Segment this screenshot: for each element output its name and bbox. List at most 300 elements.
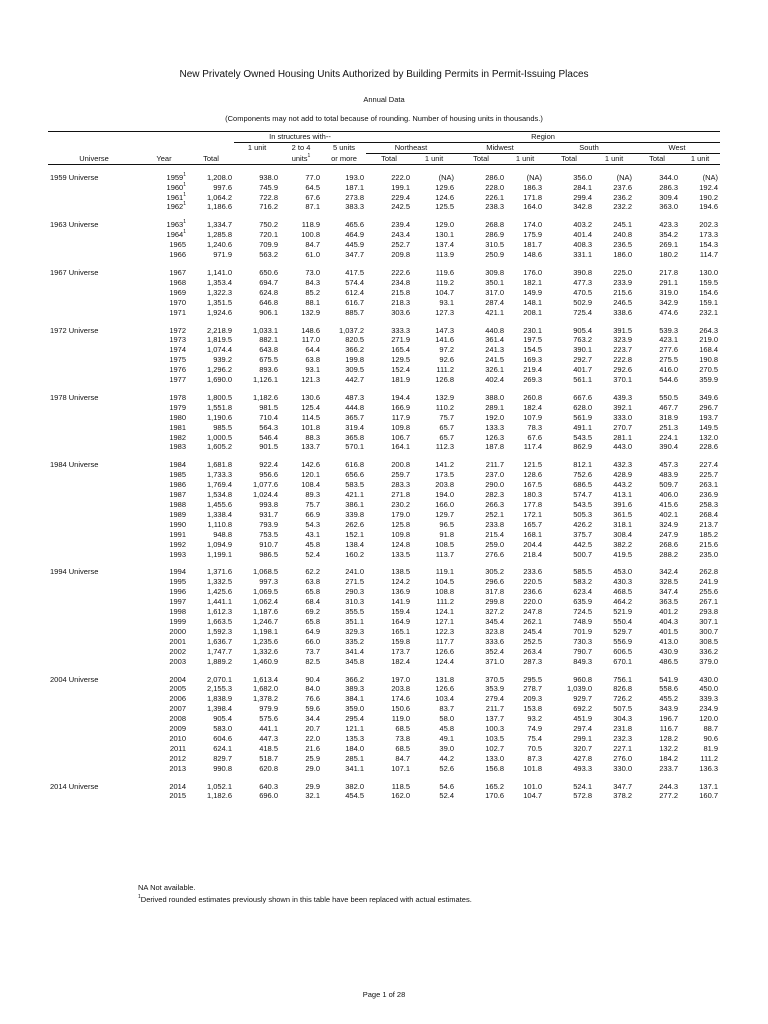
value-cell: 279.4 bbox=[485, 694, 505, 704]
table-row bbox=[48, 500, 720, 510]
table-row bbox=[48, 617, 720, 627]
value-cell: 266.3 bbox=[485, 500, 505, 509]
value-cell: 282.3 bbox=[485, 490, 505, 500]
value-cell: 309.8 bbox=[485, 267, 505, 277]
value-cell: 271.5 bbox=[345, 577, 365, 587]
value-cell: 1,198.1 bbox=[252, 626, 278, 636]
value-cell: 296.7 bbox=[699, 402, 719, 412]
value-cell: 365.8 bbox=[345, 432, 365, 442]
value-cell: 539.3 bbox=[659, 325, 679, 335]
value-cell: 445.9 bbox=[345, 240, 365, 250]
value-cell: 333.6 bbox=[485, 636, 505, 646]
value-cell: 390.8 bbox=[573, 267, 593, 277]
value-cell: 670.1 bbox=[613, 656, 633, 666]
value-cell: 64.9 bbox=[305, 626, 320, 636]
value-cell: 120.0 bbox=[699, 714, 719, 724]
value-cell: 297.4 bbox=[573, 724, 593, 734]
year-cell: 1997 bbox=[169, 597, 186, 607]
value-cell: 125.5 bbox=[435, 202, 455, 212]
year-cell: 2008 bbox=[169, 714, 186, 724]
value-cell: 175.9 bbox=[523, 230, 543, 240]
value-cell: 87.3 bbox=[527, 753, 543, 763]
table-row bbox=[48, 490, 720, 500]
table-row bbox=[48, 460, 720, 470]
value-cell: 260.8 bbox=[523, 392, 543, 402]
value-cell: 126.3 bbox=[485, 432, 505, 442]
value-cell: 65.8 bbox=[305, 587, 320, 597]
value-cell: 692.2 bbox=[573, 704, 593, 714]
value-cell: 1,235.6 bbox=[252, 636, 278, 646]
value-cell: 180.2 bbox=[659, 250, 679, 260]
year-cell: 1966 bbox=[169, 250, 186, 260]
value-cell: 790.7 bbox=[573, 646, 593, 656]
value-cell: 67.6 bbox=[305, 192, 320, 202]
value-cell: 184.0 bbox=[345, 743, 365, 753]
value-cell: 1,441.1 bbox=[206, 597, 232, 607]
table-row bbox=[48, 675, 720, 685]
value-cell: 345.4 bbox=[485, 616, 505, 626]
value-cell: 401.5 bbox=[659, 626, 679, 636]
value-cell: 1,024.4 bbox=[252, 490, 278, 500]
universe-label: 1967 Universe bbox=[50, 267, 99, 277]
value-cell: 635.9 bbox=[573, 597, 593, 607]
value-cell: 200.8 bbox=[391, 460, 411, 470]
value-cell: 1,186.6 bbox=[206, 202, 232, 212]
value-cell: 415.6 bbox=[659, 500, 679, 509]
value-cell: 218.3 bbox=[391, 297, 411, 307]
value-cell: 193.7 bbox=[699, 412, 719, 422]
value-cell: 154.3 bbox=[699, 240, 719, 250]
value-cell: 73.8 bbox=[395, 733, 411, 743]
value-cell: 421.1 bbox=[485, 307, 505, 317]
table-row bbox=[48, 724, 720, 734]
table-row bbox=[48, 230, 720, 240]
year-cell: 2011 bbox=[169, 743, 186, 753]
value-cell: 616.7 bbox=[345, 297, 365, 307]
value-cell: 1,592.3 bbox=[206, 626, 232, 636]
value-cell: 228.6 bbox=[699, 442, 719, 452]
value-cell: 1,455.6 bbox=[206, 500, 232, 509]
value-cell: 148.6 bbox=[523, 250, 543, 260]
universe-label bbox=[48, 193, 140, 203]
value-cell: 355.5 bbox=[345, 607, 365, 617]
value-cell: 187.1 bbox=[345, 182, 365, 192]
header-northeast: Northeast bbox=[366, 142, 456, 153]
value-cell: 267.1 bbox=[699, 597, 719, 607]
table-row bbox=[48, 791, 720, 801]
value-cell: 286.3 bbox=[659, 182, 679, 192]
value-cell: 483.9 bbox=[659, 470, 679, 480]
value-cell: 124.1 bbox=[435, 607, 455, 617]
year-cell: 1983 bbox=[169, 442, 186, 452]
value-cell: 59.6 bbox=[305, 704, 320, 714]
value-cell: 203.8 bbox=[435, 480, 455, 490]
value-cell: 339.3 bbox=[699, 694, 719, 704]
value-cell: 453.0 bbox=[613, 567, 633, 577]
value-cell: 550.5 bbox=[659, 392, 679, 402]
value-cell: 432.3 bbox=[613, 460, 633, 470]
group-spacer bbox=[48, 452, 720, 460]
value-cell: 1,334.7 bbox=[206, 220, 232, 230]
value-cell: 236.9 bbox=[699, 490, 719, 500]
value-cell: 1,681.8 bbox=[206, 460, 232, 470]
value-cell: 182.4 bbox=[523, 402, 543, 412]
value-cell: 722.8 bbox=[259, 192, 278, 202]
value-cell: 477.3 bbox=[573, 277, 593, 287]
value-cell: 111.2 bbox=[436, 597, 455, 607]
value-cell: 604.6 bbox=[213, 733, 232, 743]
value-cell: 2,070.1 bbox=[206, 674, 232, 684]
value-cell: 230.2 bbox=[391, 500, 411, 509]
header-mw-total: Total bbox=[456, 153, 506, 164]
value-cell: 986.5 bbox=[259, 549, 278, 559]
year-cell: 1994 bbox=[169, 567, 186, 577]
value-cell: 232.3 bbox=[613, 733, 633, 743]
value-cell: 152.4 bbox=[391, 365, 411, 375]
value-cell: 287.4 bbox=[485, 297, 505, 307]
value-cell: 366.2 bbox=[345, 345, 365, 355]
universe-label bbox=[48, 490, 140, 500]
value-cell: 286.9 bbox=[485, 230, 505, 240]
value-cell: 197.0 bbox=[391, 674, 411, 684]
value-cell: 1,182.6 bbox=[252, 392, 278, 402]
universe-label bbox=[48, 704, 140, 714]
value-cell: 323.9 bbox=[613, 335, 633, 345]
value-cell: 39.0 bbox=[439, 743, 455, 753]
universe-label bbox=[48, 345, 140, 355]
value-cell: 84.3 bbox=[305, 277, 320, 287]
value-cell: 141.6 bbox=[435, 335, 455, 345]
year-cell: 1979 bbox=[169, 402, 186, 412]
value-cell: 165.2 bbox=[485, 781, 505, 791]
value-cell: 388.0 bbox=[485, 392, 505, 402]
value-cell: 304.3 bbox=[613, 714, 633, 724]
value-cell: 343.9 bbox=[659, 704, 679, 714]
year-cell: 2006 bbox=[169, 694, 186, 704]
year-cell: 1963$^1$ bbox=[166, 219, 186, 230]
year-cell: 1962$^1$ bbox=[166, 201, 186, 212]
value-cell: 309.5 bbox=[345, 365, 365, 375]
value-cell: 310.3 bbox=[345, 597, 365, 607]
header-year: Year bbox=[140, 132, 188, 165]
value-cell: 606.5 bbox=[613, 646, 633, 656]
value-cell: 93.1 bbox=[439, 297, 455, 307]
header-two-to-four-units: units$^1$ bbox=[280, 153, 322, 164]
value-cell: 255.6 bbox=[699, 587, 719, 597]
value-cell: 1,551.8 bbox=[206, 402, 232, 412]
header-west: West bbox=[634, 142, 720, 153]
universe-label bbox=[48, 607, 140, 617]
year-cell: 1995 bbox=[169, 577, 186, 587]
value-cell: 173.7 bbox=[391, 646, 411, 656]
value-cell: 350.1 bbox=[485, 277, 505, 287]
value-cell: 52.4 bbox=[439, 791, 455, 801]
value-cell: 241.9 bbox=[699, 577, 719, 587]
value-cell: 76.6 bbox=[305, 694, 320, 704]
year-cell: 1959$^1$ bbox=[166, 171, 186, 182]
year-cell: 1969 bbox=[169, 287, 186, 297]
value-cell: 90.6 bbox=[703, 733, 719, 743]
value-cell: 307.1 bbox=[699, 616, 719, 626]
value-cell: 443.2 bbox=[613, 480, 633, 490]
value-cell: 524.1 bbox=[573, 781, 593, 791]
value-cell: 61.0 bbox=[305, 250, 320, 260]
value-cell: 413.0 bbox=[659, 636, 679, 646]
value-cell: 342.4 bbox=[659, 567, 679, 577]
year-cell: 2014 bbox=[169, 781, 186, 791]
value-cell: 1,733.3 bbox=[206, 470, 232, 480]
value-cell: 326.1 bbox=[485, 365, 505, 375]
table-note: (Components may not add to total because of rounding. Number of housing units in thousands.) bbox=[225, 114, 543, 123]
value-cell: 199.1 bbox=[391, 182, 411, 192]
table-row bbox=[48, 393, 720, 403]
value-cell: 104.7 bbox=[523, 791, 543, 801]
value-cell: 756.1 bbox=[613, 674, 633, 684]
value-cell: 971.9 bbox=[213, 250, 232, 260]
value-cell: 173.5 bbox=[435, 470, 455, 480]
value-cell: 215.8 bbox=[391, 287, 411, 297]
universe-label: 1984 Universe bbox=[50, 460, 99, 470]
universe-label bbox=[48, 183, 140, 193]
universe-label bbox=[48, 520, 140, 530]
value-cell: 168.1 bbox=[523, 529, 543, 539]
value-cell: 725.4 bbox=[573, 307, 593, 317]
value-cell: 215.6 bbox=[699, 539, 719, 549]
value-cell: 624.1 bbox=[213, 743, 232, 753]
value-cell: 378.2 bbox=[613, 791, 633, 801]
value-cell: 327.2 bbox=[485, 607, 505, 617]
value-cell: 753.5 bbox=[259, 529, 278, 539]
value-cell: 353.9 bbox=[485, 684, 505, 694]
value-cell: 318.1 bbox=[613, 519, 633, 529]
value-cell: 345.8 bbox=[345, 656, 365, 666]
value-cell: 341.4 bbox=[345, 646, 365, 656]
value-cell: 486.5 bbox=[659, 656, 679, 666]
value-cell: 451.9 bbox=[573, 714, 593, 724]
universe-label bbox=[48, 754, 140, 764]
value-cell: 64.5 bbox=[305, 182, 320, 192]
value-cell: 317.0 bbox=[485, 287, 505, 297]
value-cell: 244.3 bbox=[659, 781, 679, 791]
header-mw-one-unit: 1 unit bbox=[506, 153, 544, 164]
value-cell: 333.3 bbox=[391, 325, 411, 335]
universe-label bbox=[48, 355, 140, 365]
value-cell: 440.8 bbox=[485, 325, 505, 335]
value-cell: 363.0 bbox=[659, 202, 679, 212]
value-cell: 1,924.6 bbox=[206, 307, 232, 317]
value-cell: 1,636.7 bbox=[206, 636, 232, 646]
value-cell: 1,033.1 bbox=[252, 325, 278, 335]
universe-label bbox=[48, 724, 140, 734]
value-cell: 270.5 bbox=[699, 365, 719, 375]
value-cell: 318.9 bbox=[659, 412, 679, 422]
value-cell: 54.6 bbox=[439, 781, 455, 791]
value-cell: 347.7 bbox=[613, 781, 633, 791]
value-cell: 656.6 bbox=[345, 470, 365, 480]
group-spacer bbox=[48, 318, 720, 326]
value-cell: 572.8 bbox=[573, 791, 593, 801]
value-cell: 726.2 bbox=[613, 694, 633, 704]
table-row bbox=[48, 540, 720, 550]
value-cell: 141.9 bbox=[391, 597, 411, 607]
value-cell: 1,240.6 bbox=[206, 240, 232, 250]
universe-label bbox=[48, 714, 140, 724]
value-cell: 165.1 bbox=[391, 626, 411, 636]
universe-label bbox=[48, 694, 140, 704]
value-cell: 468.5 bbox=[613, 587, 633, 597]
value-cell: 324.9 bbox=[659, 519, 679, 529]
value-cell: 1,425.6 bbox=[206, 587, 232, 597]
value-cell: 78.3 bbox=[527, 422, 543, 432]
value-cell: 138.4 bbox=[345, 539, 365, 549]
table-row bbox=[48, 193, 720, 203]
table-row bbox=[48, 202, 720, 212]
value-cell: 124.4 bbox=[435, 656, 455, 666]
value-cell: 361.5 bbox=[613, 509, 633, 519]
value-cell: 259.7 bbox=[391, 470, 411, 480]
value-cell: 203.8 bbox=[391, 684, 411, 694]
value-cell: 1,351.5 bbox=[206, 297, 232, 307]
value-cell: 117.4 bbox=[523, 442, 543, 452]
universe-label bbox=[48, 510, 140, 520]
value-cell: 518.7 bbox=[259, 753, 278, 763]
value-cell: 556.9 bbox=[613, 636, 633, 646]
table-row bbox=[48, 423, 720, 433]
value-cell: 901.5 bbox=[259, 442, 278, 452]
universe-label: 1978 Universe bbox=[50, 392, 99, 402]
value-cell: 154.6 bbox=[699, 287, 719, 297]
year-cell: 2001 bbox=[169, 636, 186, 646]
table-row bbox=[48, 597, 720, 607]
value-cell: 262.6 bbox=[345, 519, 365, 529]
value-cell: 1,000.5 bbox=[206, 432, 232, 442]
value-cell: 74.9 bbox=[527, 724, 543, 734]
value-cell: 384.1 bbox=[345, 694, 365, 704]
value-cell: 442.5 bbox=[573, 539, 593, 549]
value-cell: 133.7 bbox=[301, 442, 320, 452]
year-cell: 1976 bbox=[169, 365, 186, 375]
value-cell: 288.2 bbox=[659, 549, 679, 559]
year-cell: 1972 bbox=[169, 325, 186, 335]
universe-label bbox=[48, 764, 140, 774]
value-cell: 1,889.2 bbox=[206, 656, 232, 666]
value-cell: 417.5 bbox=[345, 267, 365, 277]
value-cell: 107.9 bbox=[523, 412, 543, 422]
value-cell: 84.7 bbox=[395, 753, 411, 763]
year-cell: 1971 bbox=[169, 307, 186, 317]
value-cell: 181.7 bbox=[523, 240, 543, 250]
value-cell: 948.8 bbox=[213, 529, 232, 539]
universe-label bbox=[48, 375, 140, 385]
table-row bbox=[48, 308, 720, 318]
value-cell: 132.9 bbox=[435, 392, 455, 402]
value-cell: 234.8 bbox=[391, 277, 411, 287]
value-cell: 275.5 bbox=[659, 355, 679, 365]
value-cell: 117.7 bbox=[435, 636, 455, 646]
value-cell: 132.2 bbox=[659, 743, 679, 753]
group-spacer bbox=[48, 260, 720, 268]
value-cell: 262.1 bbox=[523, 616, 543, 626]
value-cell: 333.0 bbox=[613, 412, 633, 422]
year-cell: 1988 bbox=[169, 500, 186, 509]
value-cell: 34.4 bbox=[305, 714, 320, 724]
year-cell: 2013 bbox=[169, 763, 186, 773]
table-row bbox=[48, 684, 720, 694]
value-cell: 90.4 bbox=[305, 674, 320, 684]
table-row bbox=[48, 442, 720, 452]
footnote-derived: $^1$Derived rounded estimates previously shown in this table have been replaced with actual estimates. bbox=[138, 894, 472, 904]
value-cell: 101.8 bbox=[301, 422, 320, 432]
value-cell: 230.1 bbox=[523, 325, 543, 335]
value-cell: 371.0 bbox=[485, 656, 505, 666]
value-cell: 118.5 bbox=[391, 781, 411, 791]
value-cell: 192.0 bbox=[485, 412, 505, 422]
value-cell: 329.3 bbox=[345, 626, 365, 636]
value-cell: 204.4 bbox=[523, 539, 543, 549]
value-cell: 1,285.8 bbox=[206, 230, 232, 240]
year-cell: 1964$^1$ bbox=[166, 229, 186, 240]
value-cell: 748.9 bbox=[573, 616, 593, 626]
value-cell: 709.9 bbox=[259, 240, 278, 250]
year-cell: 1960$^1$ bbox=[166, 181, 186, 192]
value-cell: 1,199.1 bbox=[206, 549, 232, 559]
value-cell: 233.6 bbox=[523, 567, 543, 577]
value-cell: 624.8 bbox=[259, 287, 278, 297]
value-cell: 88.7 bbox=[703, 724, 719, 734]
universe-label bbox=[48, 433, 140, 443]
value-cell: 122.3 bbox=[435, 626, 455, 636]
table-row bbox=[48, 220, 720, 230]
value-cell: 1,126.1 bbox=[252, 375, 278, 385]
value-cell: 862.9 bbox=[573, 442, 593, 452]
value-cell: 981.5 bbox=[259, 402, 278, 412]
value-cell: 561.9 bbox=[573, 412, 593, 422]
value-cell: 720.1 bbox=[259, 230, 278, 240]
page-number: Page 1 of 28 bbox=[362, 990, 406, 999]
year-cell: 1985 bbox=[169, 470, 186, 480]
value-cell: 58.0 bbox=[439, 714, 455, 724]
value-cell: 121.1 bbox=[345, 724, 365, 734]
value-cell: 239.4 bbox=[391, 220, 411, 230]
value-cell: 231.8 bbox=[613, 724, 633, 734]
value-cell: 184.2 bbox=[659, 753, 679, 763]
universe-label bbox=[48, 308, 140, 318]
value-cell: 303.6 bbox=[391, 307, 411, 317]
value-cell: 202.3 bbox=[699, 220, 719, 230]
value-cell: 441.1 bbox=[259, 724, 278, 734]
value-cell: 241.3 bbox=[485, 345, 505, 355]
value-cell: 349.6 bbox=[699, 392, 719, 402]
value-cell: 379.0 bbox=[699, 656, 719, 666]
value-cell: 164.0 bbox=[523, 202, 543, 212]
value-cell: 366.2 bbox=[345, 674, 365, 684]
value-cell: 1,800.5 bbox=[206, 392, 232, 402]
value-cell: 91.8 bbox=[439, 529, 455, 539]
value-cell: 114.5 bbox=[301, 412, 320, 422]
value-cell: 142.6 bbox=[301, 460, 320, 470]
year-cell: 1993 bbox=[169, 549, 186, 559]
value-cell: 141.2 bbox=[435, 460, 455, 470]
header-midwest: Midwest bbox=[456, 142, 544, 153]
year-cell: 1992 bbox=[169, 539, 186, 549]
value-cell: 252.1 bbox=[485, 509, 505, 519]
year-cell: 1991 bbox=[169, 529, 186, 539]
year-cell: 2009 bbox=[169, 724, 186, 734]
value-cell: 119.2 bbox=[435, 277, 455, 287]
value-cell: 583.5 bbox=[345, 480, 365, 490]
group-spacer bbox=[48, 559, 720, 567]
value-cell: 339.8 bbox=[345, 509, 365, 519]
